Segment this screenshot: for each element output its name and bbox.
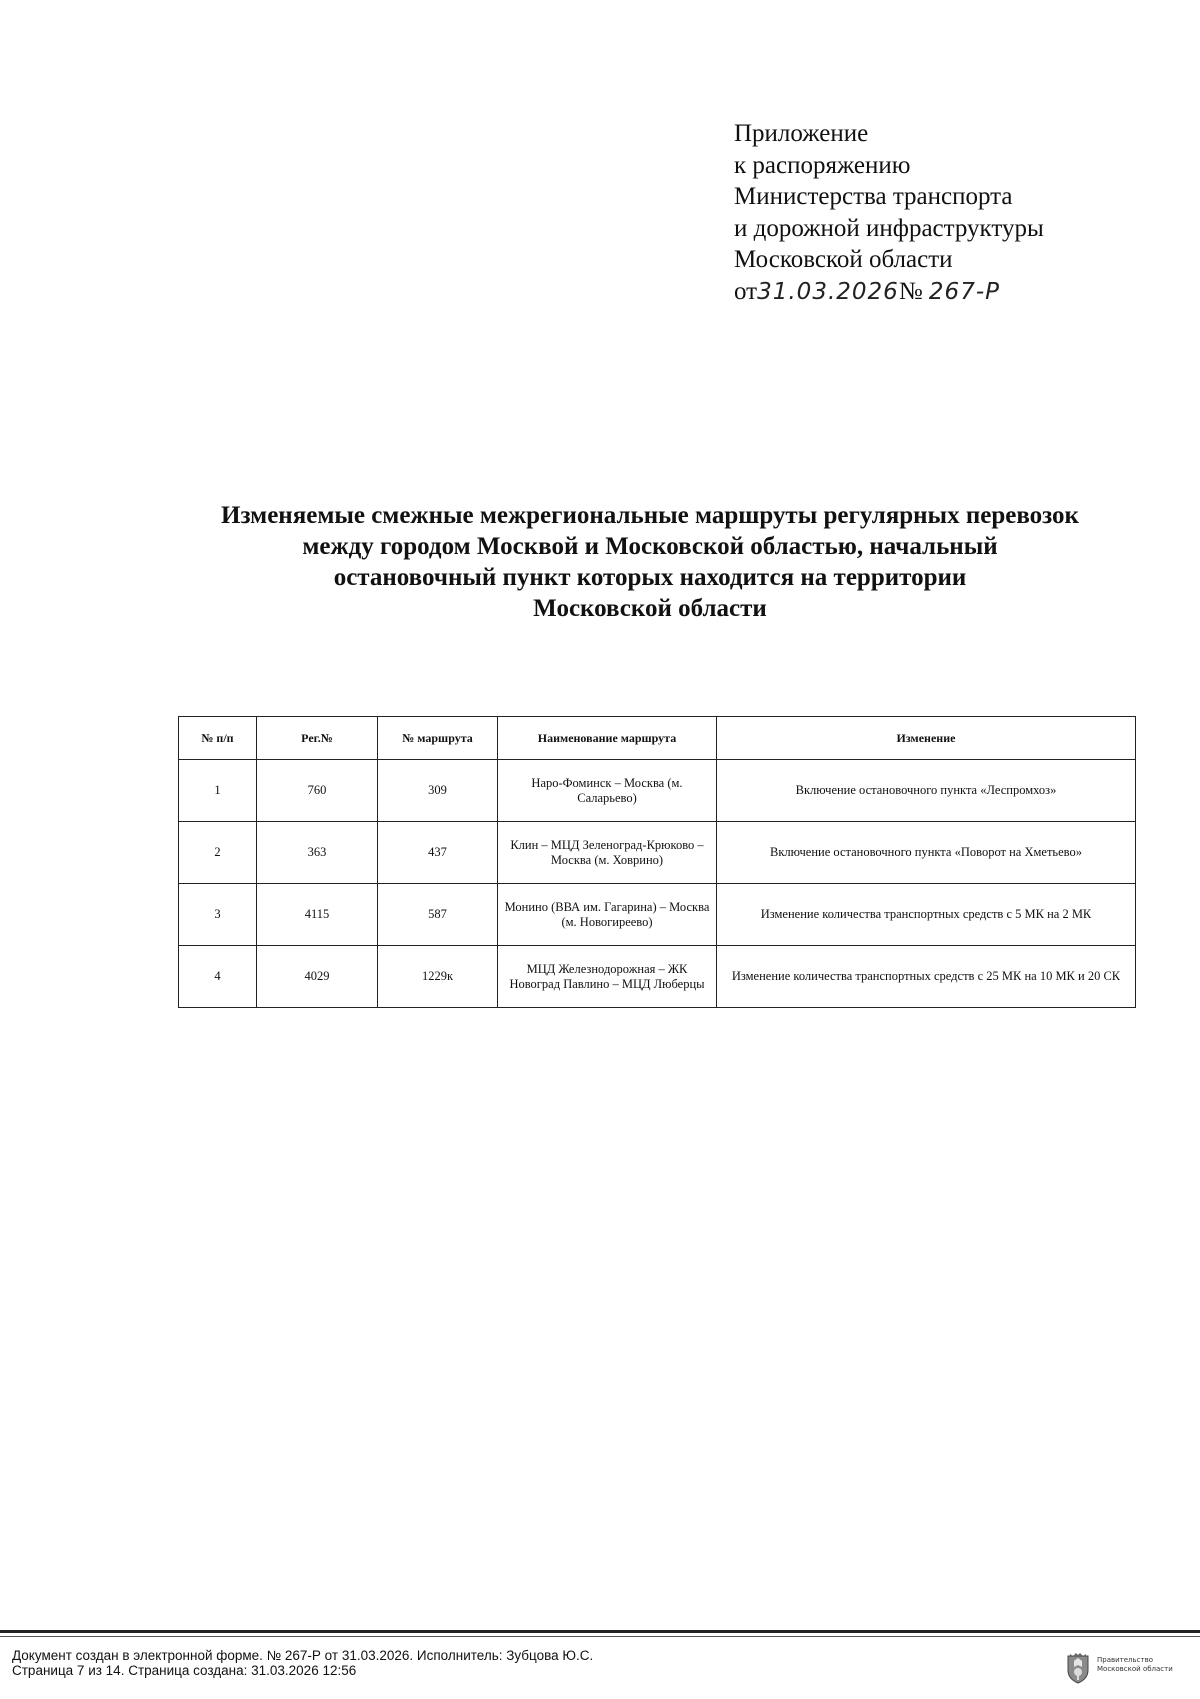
annex-line-1: Приложение [734, 120, 869, 147]
date-prefix: от [734, 277, 758, 305]
annex-line-3: Министерства транспорта [734, 183, 1013, 210]
header-num: № п/п [179, 717, 257, 760]
annex-line-5: Московской области [734, 246, 953, 273]
title-line-3: остановочный пункт которых находится на территории [333, 564, 967, 591]
footer-line-1: Документ создан в электронной форме. № 267-Р от 31.03.2026. Исполнитель: Зубцова Ю.С. [12, 1648, 594, 1663]
table-row [179, 822, 1136, 884]
annex-line-4: и дорожной инфраструктуры [734, 214, 1044, 242]
number-sign: № [898, 277, 923, 305]
emblem-caption [1097, 1656, 1173, 1674]
routes-table [178, 716, 1136, 1008]
cell-num: 4 [179, 946, 257, 1008]
title-line-2: между городом Москвой и Московской областью, начальный [302, 533, 998, 560]
annex-date-number-line [734, 276, 1044, 309]
cell-reg: 4029 [257, 946, 378, 1008]
footer-meta [12, 1648, 593, 1678]
header-reg: Рег.№ [257, 717, 378, 760]
table-row [179, 946, 1136, 1008]
title-line-1: Изменяемые смежные межрегиональные маршруты регулярных перевозок [221, 502, 1079, 529]
footer-line-2: Страница 7 из 14. Страница создана: 31.03.2026 12:56 [12, 1663, 357, 1678]
footer-divider [0, 1630, 1200, 1633]
table-row [179, 884, 1136, 946]
cell-reg: 760 [257, 760, 378, 822]
cell-name: Клин – МЦД Зеленоград-Крюково – Москва (м. Ховрино) [498, 822, 717, 884]
cell-change: Изменение количества транспортных средств с 25 МК на 10 МК и 20 СК [717, 946, 1136, 1008]
annex-line-2: к распоряжению [734, 151, 911, 179]
emblem-caption-line-2: Московской области [1097, 1665, 1173, 1673]
table-header-row [179, 717, 1136, 760]
title-line-4: Московской области [533, 595, 767, 622]
table-row [179, 760, 1136, 822]
emblem-caption-line-1: Правительство [1097, 1656, 1153, 1664]
cell-num: 1 [179, 760, 257, 822]
cell-change: Изменение количества транспортных средств с 5 МК на 2 МК [717, 884, 1136, 946]
annex-header [734, 118, 1044, 308]
cell-route: 1229к [378, 946, 498, 1008]
cell-num: 2 [179, 822, 257, 884]
cell-num: 3 [179, 884, 257, 946]
cell-route: 587 [378, 884, 498, 946]
cell-change: Включение остановочного пункта «Леспромхоз» [717, 760, 1136, 822]
cell-route: 309 [378, 760, 498, 822]
cell-name: Наро-Фоминск – Москва (м. Саларьево) [498, 760, 717, 822]
cell-change: Включение остановочного пункта «Поворот на Хметьево» [717, 822, 1136, 884]
handwritten-number: 267-Р [928, 278, 1000, 305]
cell-reg: 4115 [257, 884, 378, 946]
handwritten-date: 31.03.2026 [757, 278, 899, 305]
cell-route: 437 [378, 822, 498, 884]
cell-reg: 363 [257, 822, 378, 884]
cell-name: Монино (ВВА им. Гагарина) – Москва (м. Новогиреево) [498, 884, 717, 946]
header-route: № маршрута [378, 717, 498, 760]
header-name: Наименование маршрута [498, 717, 717, 760]
coat-of-arms-icon [1065, 1652, 1091, 1684]
header-change: Изменение [717, 717, 1136, 760]
footer-divider-thin [0, 1636, 1200, 1637]
cell-name: МЦД Железнодорожная – ЖК Новоград Павлино – МЦД Люберцы [498, 946, 717, 1008]
document-title [160, 500, 1140, 624]
